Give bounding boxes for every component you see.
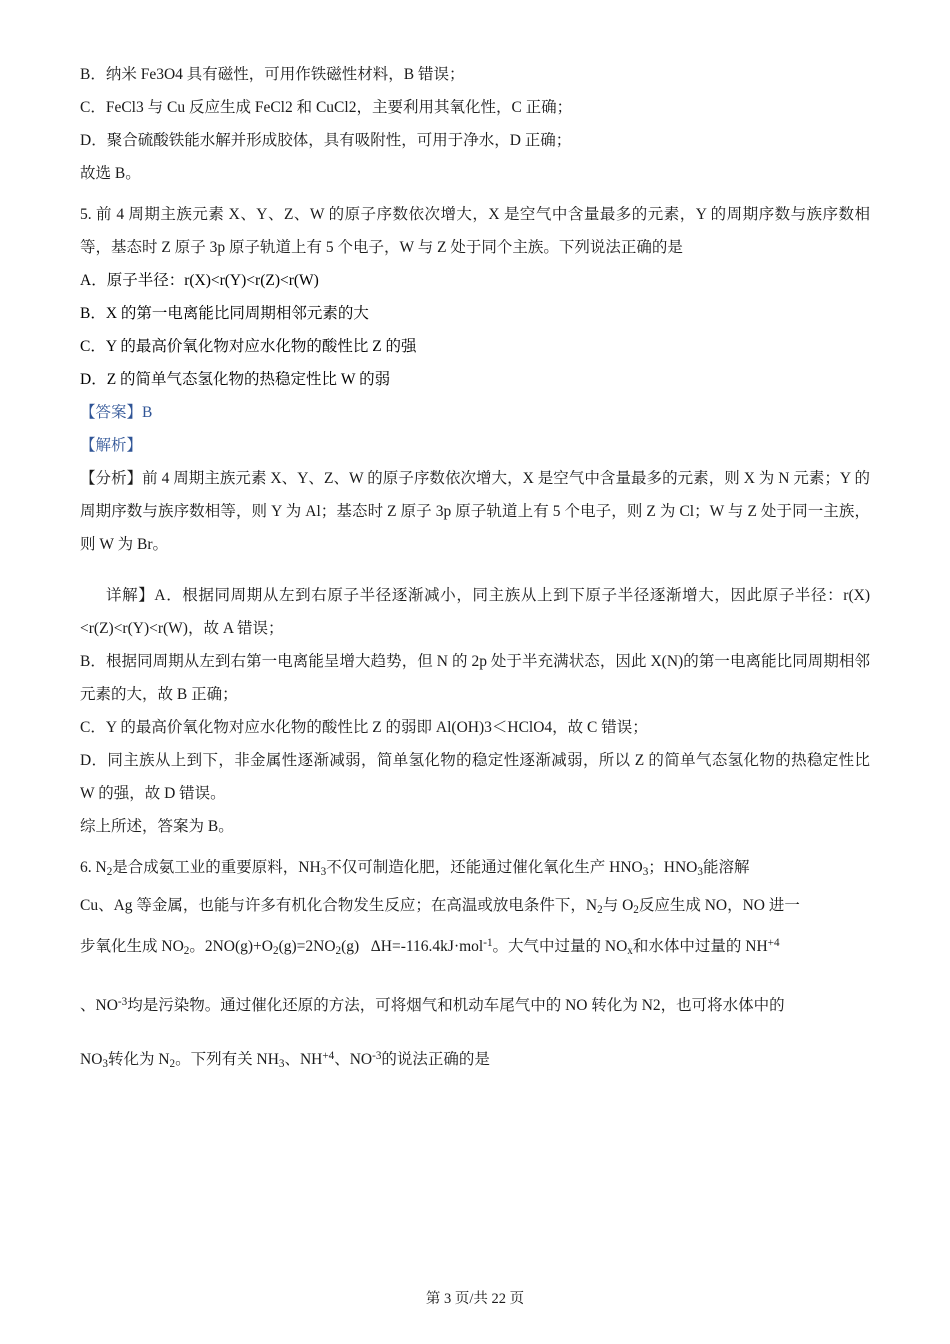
sup: -1 [483,937,493,950]
sub: 3 [697,866,703,879]
sup-charge: - [117,996,122,1009]
q6-text-8: 反应生成 NO，NO 进一 [638,897,800,915]
spacer [80,843,870,851]
sup-number: 4 [328,1050,335,1063]
spacer [80,190,870,198]
question-5-analysis-label: 【解析】 [80,437,143,454]
spacer [80,1022,870,1040]
sub: x [627,945,633,958]
q6-text-19: 。下列有关 NH [175,1051,279,1069]
sup-charge: - [372,1050,376,1063]
q6-text-20: 、NH [284,1051,323,1069]
question-5-analysis [80,462,870,561]
question-5-answer [80,396,870,429]
detail-item-a: A．根据同周期从左到右原子半径逐渐减小，同主族从上到下原子半径逐渐增大，因此原子半径：r(X)<r(Z)<r(Y)<r(W)，故 A 错误； [80,587,870,637]
sup-number: 3 [375,1050,382,1063]
q6-text-6: Cu、Ag 等金属，也能与许多有机化合物发生反应；在高温或放电条件下，N [80,897,598,915]
question-6-paragraph-3 [80,927,870,968]
question-5-option-c: C．Y 的最高价氧化物对应水化物的酸性比 Z 的强 [80,338,417,355]
question-5-detail [80,579,870,645]
sup-number: 4 [773,937,780,950]
question-6-paragraph-2 [80,889,870,927]
q6-text-7: 与 O [602,897,634,915]
sub: 3 [642,866,649,879]
continued-option-c: C．FeCl3 与 Cu 反应生成 FeCl2 和 CuCl2，主要利用其氧化性，C 正确； [80,99,573,116]
q6-text-14: 和水体中过量的 NH [632,938,768,956]
sub: 2 [633,904,639,917]
q6-text-10: 。2NO(g)+O [189,938,273,956]
q6-text-21: 、NO [334,1051,373,1069]
question-5-conclusion: 综上所述，答案为 B。 [80,818,234,835]
question-5-detail-c: C．Y 的最高价氧化物对应水化物的酸性比 Z 的弱即 Al(OH)3＜HClO4，故 C 错误； [80,719,648,736]
sup-number: 3 [121,996,128,1009]
analysis-text: 前 4 周期主族元素 X、Y、Z、W 的原子序数依次增大，X 是空气中含量最多的元素，则 X 为 N 元素；Y 的周期序数与族序数相等，则 Y 为 Al；基态时 Z 原子 3p 原子轨道上有 5 个电子，则 Z 为 Cl；W 与 Z 处于同一主族，则 W 为 Br。 [80,470,870,553]
q6-text-1: 6. N [80,859,107,876]
sub: 2 [273,945,279,958]
q6-text-12: (g) ΔH=-116.4kJ·mol [341,938,484,956]
q6-text-11: (g)=2NO [278,938,336,956]
question-5-option-d: D．Z 的简单气态氢化物的热稳定性比 W 的弱 [80,371,391,388]
spacer [80,968,870,986]
sub: 2 [183,945,190,958]
question-6-paragraph-5 [80,1040,870,1081]
page-footer: 第 3 页/共 22 页 [425,1291,525,1307]
question-5-option-b: B．X 的第一电离能比同周期相邻元素的大 [80,305,369,322]
question-5-option-a: A．原子半径：r(X)<r(Y)<r(Z)<r(W) [80,272,319,289]
answer-value: B [142,404,153,421]
q6-text-9: 步氧化生成 NO [80,938,184,956]
sub: 3 [278,1058,285,1071]
analysis-head: 【分析】 [80,470,143,487]
q6-text-18: 转化为 N [107,1051,170,1069]
spacer [80,561,870,579]
q6-text-17: NO [80,1051,103,1069]
answer-label: 【答案】 [80,404,143,421]
q6-text-13: 。大气中过量的 NO [492,938,628,956]
continued-option-d: D．聚合硫酸铁能水解并形成胶体，具有吸附性，可用于净水，D 正确； [80,132,572,149]
q6-text-2: 是合成氨工业的重要原料，NH [112,859,321,876]
q6-text-5: 能溶解 [702,859,750,876]
sub: 2 [597,904,603,917]
sup-charge: + [767,937,774,950]
question-6-paragraph-1 [80,851,870,889]
q6-text-4: ；HNO [648,859,698,876]
question-5-stem: 5. 前 4 周期主族元素 X、Y、Z、W 的原子序数依次增大，X 是空气中含量最多的元素，Y 的周期序数与族序数相等，基态时 Z 原子 3p 原子轨道上有 5 个电子，W 与 Z 处于同个主族。下列说法正确的是 [80,206,870,256]
question-5-detail-b: B．根据同周期从左到右第一电离能呈增大趋势，但 N 的 2p 处于半充满状态，因此 X(N)的第一电离能比同周期相邻元素的大，故 B 正确； [80,653,870,703]
continued-option-b: B．纳米 Fe3O4 具有磁性，可用作铁磁性材料，B 错误； [80,66,465,83]
q6-text-22: 的说法正确的是 [381,1051,490,1069]
sup-charge: + [322,1050,329,1063]
continued-answer-line: 故选 B。 [80,165,141,182]
q6-text-15: 、NO [80,997,118,1015]
q6-text-16: 均是污染物。通过催化还原的方法，可将烟气和机动车尾气中的 NO 转化为 N2，也可将水体中的 [127,997,785,1015]
sub: 2 [106,866,113,879]
sub: 2 [335,945,342,958]
detail-head: 详解】 [106,587,155,604]
question-5-detail-d: D．同主族从上到下，非金属性逐渐减弱，简单氢化物的稳定性逐渐减弱，所以 Z 的简单气态氢化物的热稳定性比 W 的强，故 D 错误。 [80,752,870,802]
q6-text-3: 不仅可制造化肥，还能通过催化氧化生产 HNO [326,859,643,876]
sub: 3 [102,1058,108,1071]
sub: 3 [320,866,327,879]
sub: 2 [169,1058,176,1071]
question-6-paragraph-4 [80,986,870,1022]
